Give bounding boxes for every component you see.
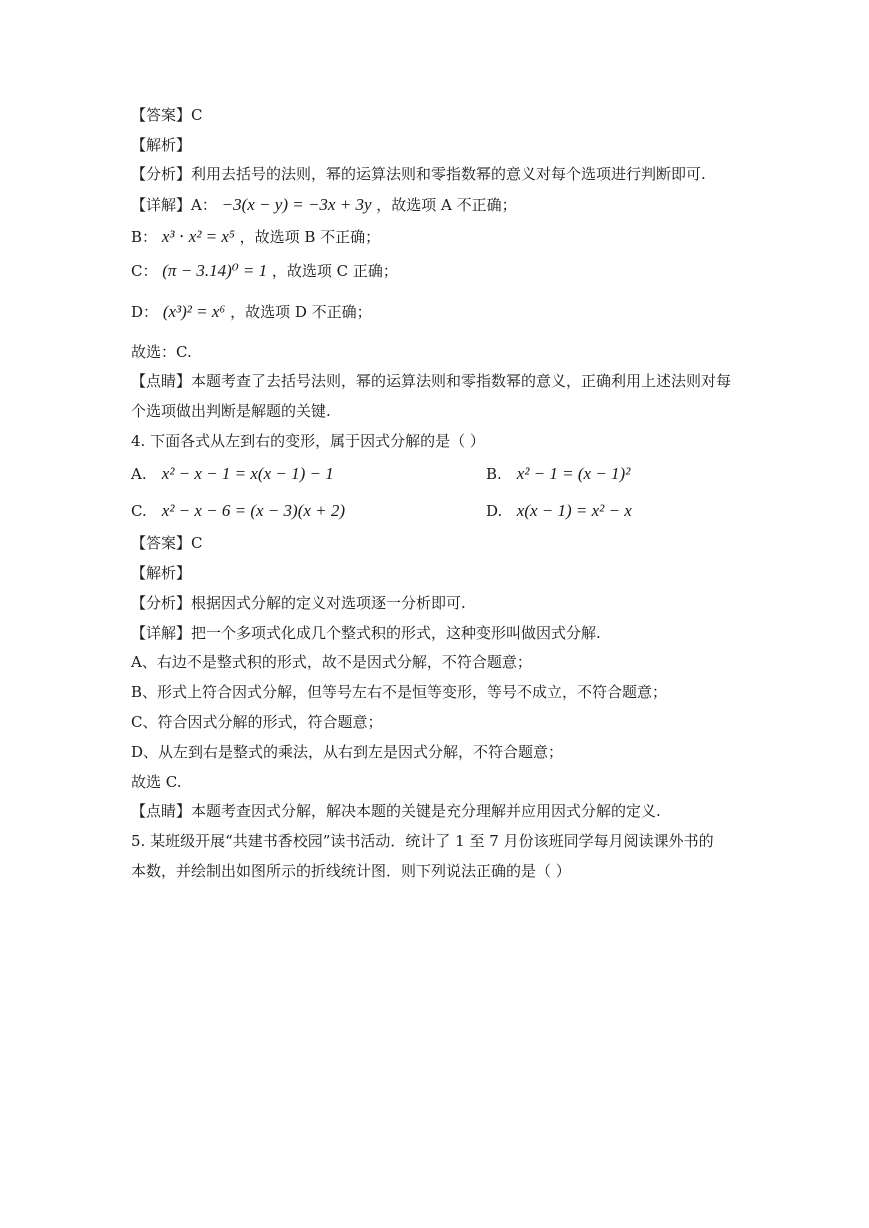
q3-detail-c-tail: ，故选项 C 正确；	[271, 262, 398, 280]
q3-detail-a-tail: ，故选项 A 不正确；	[376, 196, 517, 214]
q4-option-c	[131, 499, 345, 523]
q4-option-d	[486, 499, 632, 523]
q5-stem-line2: 本数，并绘制出如图所示的折线统计图．则下列说法正确的是（ ）	[131, 862, 571, 880]
q3-detail-c-prefix: C：	[131, 262, 158, 280]
q4-detail-c: C、符合因式分解的形式，符合题意；	[131, 713, 383, 731]
q3-detail-b	[131, 226, 380, 248]
q3-detail-d-math: (x³)² = x⁶	[162, 302, 226, 321]
q3-detail-a-math: −3(x − y) = −3x + 3y	[221, 195, 372, 214]
q5-stem-line1: 5. 某班级开展“共建书香校园”读书活动．统计了 1 至 7 月份该班同学每月阅读课外书的	[131, 832, 714, 850]
q4-option-c-expr: x² − x − 6 = (x − 3)(x + 2)	[161, 501, 346, 520]
q4-stem: 4. 下面各式从左到右的变形，属于因式分解的是（ ）	[131, 432, 485, 450]
q4-option-d-letter: D.	[486, 502, 503, 520]
q4-detail-a: A、右边不是整式积的形式，故不是因式分解，不符合题意；	[131, 653, 532, 671]
q3-detail-a	[131, 194, 517, 216]
q4-dianjing: 【点睛】本题考查因式分解，解决本题的关键是充分理解并应用因式分解的定义.	[131, 802, 661, 820]
q4-detail-b: B、形式上符合因式分解，但等号左右不是恒等变形，等号不成立，不符合题意；	[131, 683, 668, 701]
q4-option-a-expr: x² − x − 1 = x(x − 1) − 1	[161, 464, 334, 483]
q3-detail-b-tail: ，故选项 B 不正确；	[239, 228, 381, 246]
q4-fenxi: 【分析】根据因式分解的定义对选项逐一分析即可.	[131, 594, 466, 612]
q4-option-d-expr: x(x − 1) = x² − x	[516, 501, 632, 520]
q3-choose: 故选：C.	[131, 343, 192, 361]
q3-fenxi: 【分析】利用去括号的法则，幂的运算法则和零指数幂的意义对每个选项进行判断即可.	[131, 165, 706, 183]
q4-detail-d: D、从左到右是整式的乘法，从右到左是因式分解，不符合题意；	[131, 743, 564, 761]
q4-option-b-letter: B.	[486, 465, 502, 483]
q4-option-b	[486, 462, 630, 486]
q4-choose: 故选 C.	[131, 773, 182, 791]
q3-detail-d-prefix: D：	[131, 303, 159, 321]
q3-detail-b-math: x³ ⋅ x² = x⁵	[161, 227, 235, 246]
q4-answer: 【答案】C	[131, 534, 203, 552]
q4-analysis-heading: 【解析】	[131, 564, 192, 582]
q3-detail-d-tail: ，故选项 D 不正确；	[230, 303, 372, 321]
q4-option-a	[131, 462, 334, 486]
q4-option-a-letter: A.	[131, 465, 147, 483]
q3-dianjing-line1: 【点睛】本题考查了去括号法则，幂的运算法则和零指数幂的意义，正确利用上述法则对每	[131, 372, 732, 390]
q3-detail-c	[131, 260, 398, 282]
q4-option-b-expr: x² − 1 = (x − 1)²	[516, 464, 631, 483]
q3-detail-d	[131, 301, 372, 323]
q3-answer: 【答案】C	[131, 106, 203, 124]
q3-detail-a-prefix: 【详解】A：	[131, 196, 217, 214]
q4-option-c-letter: C.	[131, 502, 147, 520]
q4-detail: 【详解】把一个多项式化成几个整式积的形式，这种变形叫做因式分解.	[131, 624, 601, 642]
q3-dianjing-line2: 个选项做出判断是解题的关键.	[131, 402, 331, 420]
q3-detail-c-math: (π − 3.14)⁰ = 1	[162, 261, 268, 280]
q3-analysis-heading: 【解析】	[131, 136, 192, 154]
q3-detail-b-prefix: B：	[131, 228, 158, 246]
